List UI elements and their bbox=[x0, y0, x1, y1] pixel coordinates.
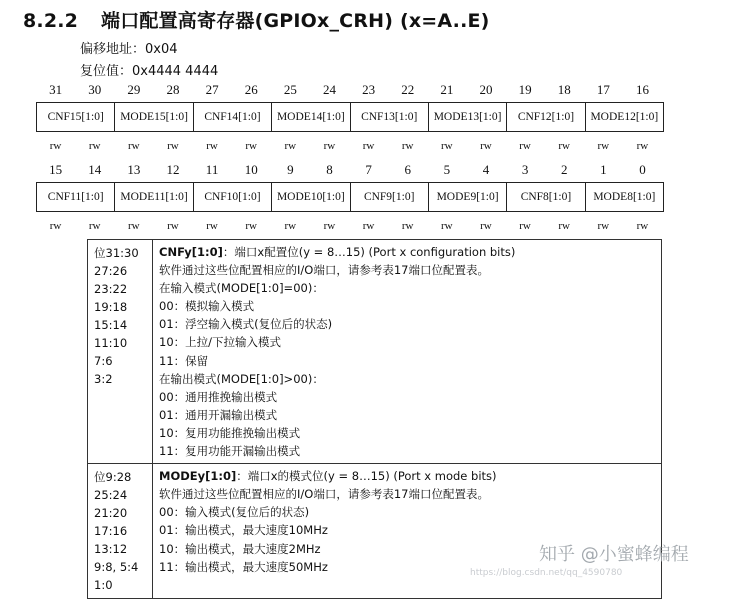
register-field: CNF9[1:0] bbox=[350, 182, 428, 212]
bit-range: 27:26 bbox=[94, 264, 128, 278]
register-field: MODE12[1:0] bbox=[585, 102, 664, 132]
description-column bbox=[153, 240, 661, 463]
access-type: rw bbox=[245, 220, 257, 232]
description-line: 软件通过这些位配置相应的I/O端口，请参考表17端口位配置表。 bbox=[159, 263, 489, 278]
bit-number: 27 bbox=[205, 82, 219, 97]
access-type: rw bbox=[323, 140, 336, 152]
access-type: rw bbox=[362, 220, 375, 232]
access-type: rw bbox=[519, 220, 531, 232]
section-number: 8.2.2 bbox=[23, 10, 79, 32]
bit-number: 24 bbox=[322, 82, 336, 97]
bit-range: 11:10 bbox=[94, 336, 128, 350]
bit-number: 8 bbox=[326, 162, 333, 177]
access-type: rw bbox=[206, 140, 218, 152]
access-type: rw bbox=[245, 140, 257, 152]
access-types-upper bbox=[36, 140, 662, 152]
access-type: rw bbox=[480, 220, 492, 232]
access-type: rw bbox=[88, 140, 101, 152]
bit-range-column bbox=[88, 464, 153, 598]
description-line: 01：通用开漏输出模式 bbox=[159, 407, 278, 422]
description-line: 00：通用推挽输出模式 bbox=[159, 389, 278, 404]
description-line: 11：保留 bbox=[159, 353, 209, 368]
bit-range: 1:0 bbox=[94, 578, 113, 593]
bit-numbers-upper bbox=[36, 82, 662, 98]
bit-number: 14 bbox=[88, 162, 102, 177]
register-field: CNF11[1:0] bbox=[36, 182, 114, 212]
bit-number: 17 bbox=[596, 82, 610, 97]
access-type: rw bbox=[167, 220, 179, 232]
access-type: rw bbox=[636, 140, 649, 152]
description-line: 11：输出模式，最大速度50MHz bbox=[159, 559, 328, 574]
description-line: 10：上拉/下拉输入模式 bbox=[159, 335, 282, 350]
register-field: MODE9[1:0] bbox=[428, 182, 506, 212]
access-type: rw bbox=[401, 220, 414, 232]
register-field: CNF10[1:0] bbox=[193, 182, 271, 212]
watermark: 知乎 @小蜜蜂编程 bbox=[539, 544, 689, 565]
access-type: rw bbox=[401, 140, 414, 152]
access-type: rw bbox=[636, 220, 649, 232]
bit-number: 12 bbox=[166, 162, 180, 177]
access-type: rw bbox=[362, 140, 375, 152]
field-heading bbox=[159, 467, 661, 485]
bit-number: 6 bbox=[404, 162, 411, 177]
access-type: rw bbox=[49, 140, 62, 152]
bit-number: 0 bbox=[639, 162, 646, 177]
access-type: rw bbox=[480, 140, 492, 152]
access-type: rw bbox=[597, 220, 610, 232]
bit-number: 4 bbox=[482, 162, 490, 177]
register-fields-upper bbox=[36, 102, 664, 132]
bit-range: 13:12 bbox=[94, 542, 128, 557]
field-heading bbox=[159, 243, 661, 261]
bit-range: 19:18 bbox=[94, 300, 128, 314]
access-type: rw bbox=[597, 140, 610, 152]
access-type: rw bbox=[206, 220, 218, 232]
bit-number: 22 bbox=[401, 82, 415, 97]
access-type: rw bbox=[519, 140, 531, 152]
register-field: MODE13[1:0] bbox=[428, 102, 506, 132]
bit-range: 3:2 bbox=[94, 372, 113, 386]
access-type: rw bbox=[284, 220, 297, 232]
bit-number: 2 bbox=[560, 162, 568, 177]
bit-number: 9 bbox=[287, 162, 294, 177]
reset-value: 复位值：0x4444 4444 bbox=[80, 64, 219, 79]
bit-range: 位31:30 bbox=[94, 246, 139, 260]
bit-number: 28 bbox=[166, 82, 180, 97]
register-field: MODE11[1:0] bbox=[114, 182, 192, 212]
bit-number: 18 bbox=[557, 82, 571, 97]
register-field: MODE8[1:0] bbox=[585, 182, 664, 212]
bit-range: 21:20 bbox=[94, 506, 128, 521]
bit-number: 11 bbox=[205, 162, 219, 177]
bit-number: 1 bbox=[600, 162, 607, 177]
offset-address: 偏移地址：0x04 bbox=[80, 42, 178, 57]
bit-range-column bbox=[88, 240, 153, 463]
description-line: 在输入模式(MODE[1:0]=00)： bbox=[159, 281, 324, 296]
section-heading bbox=[23, 6, 490, 33]
access-type: rw bbox=[128, 220, 140, 232]
access-type: rw bbox=[128, 140, 140, 152]
access-type: rw bbox=[558, 140, 570, 152]
bit-number: 19 bbox=[518, 82, 532, 97]
field-title: ：端口x的模式位(y = 8…15) (Port x mode bits) bbox=[236, 469, 497, 484]
register-field: CNF12[1:0] bbox=[506, 102, 584, 132]
description-line: 11：复用功能开漏输出模式 bbox=[159, 444, 301, 459]
bit-number: 21 bbox=[440, 82, 454, 97]
description-line: 10：复用功能推挽输出模式 bbox=[159, 425, 301, 440]
bit-range: 15:14 bbox=[94, 318, 128, 332]
register-field: MODE10[1:0] bbox=[271, 182, 349, 212]
bit-range: 23:22 bbox=[94, 282, 128, 296]
bit-number: 13 bbox=[127, 162, 141, 177]
field-name: MODEy[1:0] bbox=[159, 469, 237, 484]
register-field: CNF14[1:0] bbox=[193, 102, 271, 132]
access-type: rw bbox=[323, 220, 336, 232]
access-type: rw bbox=[558, 220, 570, 232]
bit-range: 7:6 bbox=[94, 354, 113, 368]
access-type: rw bbox=[88, 220, 101, 232]
bit-number: 30 bbox=[88, 82, 102, 97]
access-types-lower bbox=[36, 220, 662, 232]
field-title: ：端口x配置位(y = 8…15) (Port x configuration bits) bbox=[222, 245, 516, 259]
description-column bbox=[153, 464, 661, 598]
register-field: CNF15[1:0] bbox=[36, 102, 114, 132]
register-field: CNF13[1:0] bbox=[350, 102, 428, 132]
bit-number: 7 bbox=[365, 162, 372, 177]
bit-number: 20 bbox=[479, 82, 493, 97]
description-line: 软件通过这些位配置相应的I/O端口，请参考表17端口位配置表。 bbox=[159, 487, 489, 502]
bit-range: 25:24 bbox=[94, 488, 128, 503]
bit-number: 3 bbox=[521, 162, 529, 177]
bit-number: 15 bbox=[49, 162, 63, 177]
register-field: MODE15[1:0] bbox=[114, 102, 192, 132]
description-row-mode bbox=[88, 464, 661, 598]
bit-number: 31 bbox=[49, 82, 63, 97]
section-title: 端口配置高寄存器(GPIOx_CRH) (x=A..E) bbox=[101, 10, 490, 32]
bit-number: 10 bbox=[244, 162, 258, 177]
access-type: rw bbox=[441, 220, 453, 232]
description-line: 10：输出模式，最大速度2MHz bbox=[159, 541, 321, 556]
bit-numbers-lower bbox=[36, 162, 662, 178]
bit-number: 23 bbox=[362, 82, 376, 97]
register-field: MODE14[1:0] bbox=[271, 102, 349, 132]
bit-number: 5 bbox=[443, 162, 451, 177]
field-name: CNFy[1:0] bbox=[159, 245, 223, 259]
description-line: 01：浮空输入模式(复位后的状态) bbox=[159, 317, 333, 332]
bit-number: 29 bbox=[127, 82, 141, 97]
bit-range: 17:16 bbox=[94, 524, 128, 539]
description-line: 00：输入模式(复位后的状态) bbox=[159, 505, 310, 520]
access-type: rw bbox=[167, 140, 179, 152]
description-line: 01：输出模式，最大速度10MHz bbox=[159, 523, 328, 538]
register-fields-lower bbox=[36, 182, 664, 212]
bit-number: 26 bbox=[244, 82, 258, 97]
description-line: 00：模拟输入模式 bbox=[159, 299, 255, 314]
bit-range: 9:8, 5:4 bbox=[94, 560, 139, 575]
description-line: 在输出模式(MODE[1:0]>00)： bbox=[159, 371, 324, 386]
access-type: rw bbox=[49, 220, 62, 232]
watermark-url: https://blog.csdn.net/qq_4590780 bbox=[470, 568, 623, 578]
bit-number: 16 bbox=[635, 82, 649, 97]
access-type: rw bbox=[284, 140, 297, 152]
description-row-cnf bbox=[88, 240, 661, 464]
bit-range: 位9:28 bbox=[94, 470, 132, 485]
bit-number: 25 bbox=[283, 82, 297, 97]
register-field: CNF8[1:0] bbox=[506, 182, 584, 212]
access-type: rw bbox=[441, 140, 453, 152]
